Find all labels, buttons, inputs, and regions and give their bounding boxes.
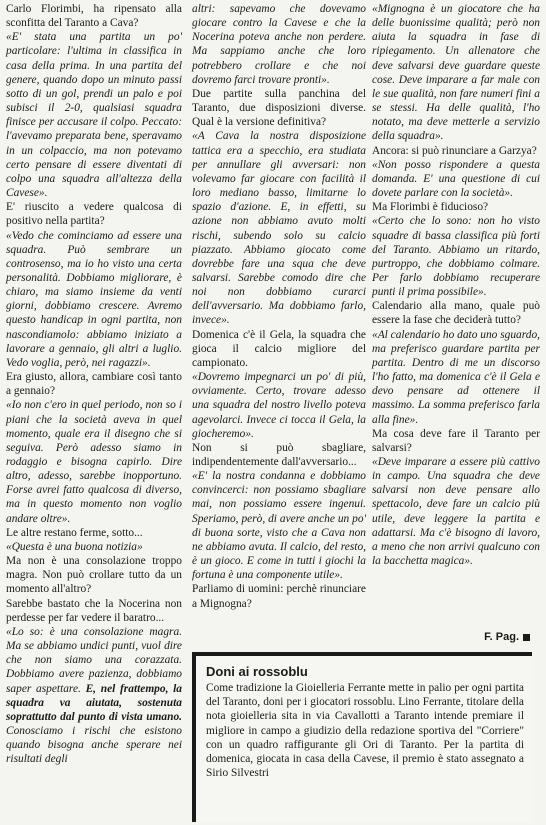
answer-paragraph: «Questa è una buona notizia»: [6, 540, 143, 553]
question-paragraph: Non si può sbagliare, indipendentemente dall'avversario...: [192, 441, 366, 468]
question-paragraph: Due partite sulla panchina del Taranto, due disposizioni diverse. Qual è la versione definitiva?: [192, 87, 366, 129]
question-paragraph: Sarebbe bastato che la Nocerina non perdesse per far vedere il baratro...: [6, 597, 182, 624]
answer-paragraph: «Io non c'ero in quel periodo, non so i piani che la società aveva in quel momento, quale era il disegno che si seguiva. Però adesso siamo in rodaggio e bisogna capirlo. Dire altro, adesso, sarebbe inopportuno. Forse avrei fatto qualcosa di diverso, ma in questo momento non voglio andare oltre».: [6, 399, 182, 525]
answer-paragraph: «E' la nostra condanna e dobbiamo convincerci: non possiamo sbagliare mai, non possiamo essere ingenui. Speriamo, però, di avere anche un po' di buona sorte, visto che a Cava non ne abbiamo avuta. Il calcio, del resto, è un gioco. E come in tutti i giochi la fortuna è una componente utile».: [192, 470, 366, 582]
question-paragraph: Le altre restano ferme, sotto...: [6, 526, 143, 539]
end-mark-icon: [523, 634, 530, 641]
question-paragraph: E' riuscito a vedere qualcosa di positivo nella partita?: [6, 201, 182, 228]
box-body: Come tradizione la Gioielleria Ferrante mette in palio per ogni partita del Taranto, doni per i giocatori rossoblu. Lino Ferrante, titolare della nota gioielleria sita in via Cavallotti a Taranto intende premiare il migliore in campo a giudizio della redazione sportiva del "Corriere" con un quadro raffigurante gli Ori di Taranto. Per la partita di domenica, giocata in casa della Cavese, il premio è stato assegnato a Sirio Silvestri: [206, 682, 524, 780]
article-column-1: [6, 2, 182, 766]
answer-paragraph: «Vedo che cominciamo ad essere una squadra. Può sembrare un controsenso, ma io ho visto una certa personalità. Dobbiamo migliorare, è chiaro, ma siamo insieme da venti giorni, dobbiamo crescere. Avremo questo handicap in ogni partita, non nascondiamolo: abbiamo iniziato a lavorare a gennaio, gli altri a luglio. Vedo voglia, però, nei ragazzi».: [6, 229, 182, 369]
answer-paragraph: altri: sapevamo che dovevamo giocare contro la Cavese e che la Nocerina poteva anche non perdere. Ma sappiamo anche che loro potrebbero crollare e che noi dovremo farci trovare pronti».: [192, 3, 366, 86]
answer-paragraph: «E' stata una partita un po' particolare: l'ultima in classifica in casa della prima. In una partita del genere, quando dopo un minuto passi sotto di un gol, prendi un palo e poi subisci il 2-0, qualsiasi squadra finisce per accusare il colpo. Peccato: l'avevamo preparata bene, speravamo in un colpaccio, ma non potevamo certo pensare di essere diventati di colpo una squadra all'altezza della Cavese».: [6, 31, 182, 200]
article-column-2: [192, 2, 366, 611]
answer-paragraph: [6, 625, 182, 767]
paragraph-text: Conosciamo i rischi che esistono quando bisogna anche sperare nei risultati degli: [6, 724, 182, 766]
answer-paragraph: «Certo che lo sono: non ho visto squadre di bassa classifica più forti del Taranto. Abbiamo un ritardo, purtroppo, che dobbiamo colmare. Per farlo dobbiamo recuperare punti il prima possibile».: [372, 215, 540, 299]
emphasis-text: E, nel frattempo, la squadra va aiutata, sostenuta soprattutto dal punto di vista umano.: [6, 682, 183, 723]
question-paragraph: Carlo Florimbi, ha ripensato alla sconfitta del Taranto a Cava?: [6, 3, 182, 30]
answer-paragraph: «Deve imparare a essere più cattivo in campo. Una squadra che deve salvarsi non deve pensare allo spettacolo, deve fare un calcio più utile, deve leggere la partita e adattarsi. Ma c'è bisogno di lavoro, a meno che non arrivi qualcuno con la bacchetta magica».: [372, 456, 540, 568]
question-paragraph: Ma non è una consolazione troppo magra. Non può crollare tutto da un momento all'altro?: [6, 555, 182, 596]
question-paragraph: Ma cosa deve fare il Taranto per salvarsi?: [372, 427, 540, 454]
question-paragraph: Calendario alla mano, quale può essere la fase che deciderà tutto?: [372, 300, 540, 327]
answer-paragraph: «A Cava la nostra disposizione tattica era a specchio, era studiata per annullare gli avversari: non volevamo far giocare con facilità il loro mediano basso, limitarne lo spazio d'azione. E, in effetti, su azione non abbiamo avuto molti rischi, subendo solo su calcio piazzato. Abbiamo giocato come dovrebbe fare una squa che deve salvarsi. Sarebbe comodo dire che noi non dobbiamo curarci dell'avversario. Ma dobbiamo farlo, invece».: [192, 130, 366, 327]
question-paragraph: Ancora: si può rinunciare a Garzya?: [372, 144, 537, 157]
question-paragraph: Era giusto, allora, cambiare così tanto a gennaio?: [6, 371, 182, 398]
box-title: Doni ai rossoblu: [206, 664, 308, 679]
author-signature: [484, 631, 530, 643]
signature-text: F. Pag.: [484, 631, 519, 643]
answer-paragraph: «Dovremo impegnarci un po' di più, ovviamente. Certo, trovare adesso una squadra del nostro livello poteva agevolarci. Invece ci tocca il Gela, la giocheremo».: [192, 371, 366, 440]
article-column-3: [372, 2, 540, 568]
answer-paragraph: «Al calendario ho dato uno sguardo, ma preferisco guardare partita per partita. Dentro di me un discorso l'ho fatto, ma domenica c'è il Gela e devo pensare ad ottenere il massimo. La somma preferisco farla alla fine».: [372, 328, 540, 426]
question-paragraph: Domenica c'è il Gela, la squadra che gioca il calcio migliore del campionato.: [192, 328, 366, 369]
answer-paragraph: «Mignogna è un giocatore che ha delle buonissime qualità; però non aiuta la squadra in fase di ripiegamento. Un allenatore che deve salvarsi deve guardare queste cose. Deve imparare a far male con le sue qualità, non fare numeri fini a se stessi. Ha delle qualità, l'ho notato, ma deve metterle a servizio della squadra».: [372, 3, 540, 143]
question-paragraph: Ma Florimbi è fiducioso?: [372, 201, 489, 214]
question-paragraph: Parliamo di uomini: perchè rinunciare a Mignogna?: [192, 583, 366, 610]
answer-paragraph: «Non posso rispondere a questa domanda. E' una questione di cui dovete parlare con la società».: [372, 158, 540, 200]
paragraph-text: «Lo so: è una consolazione magra. Ma se abbiamo undici punti, vuol dire che non siamo una corazzata. Dobbiamo avere pazienza, dobbiamo saper aspettare.: [6, 625, 182, 695]
sidebar-box: [192, 652, 532, 822]
